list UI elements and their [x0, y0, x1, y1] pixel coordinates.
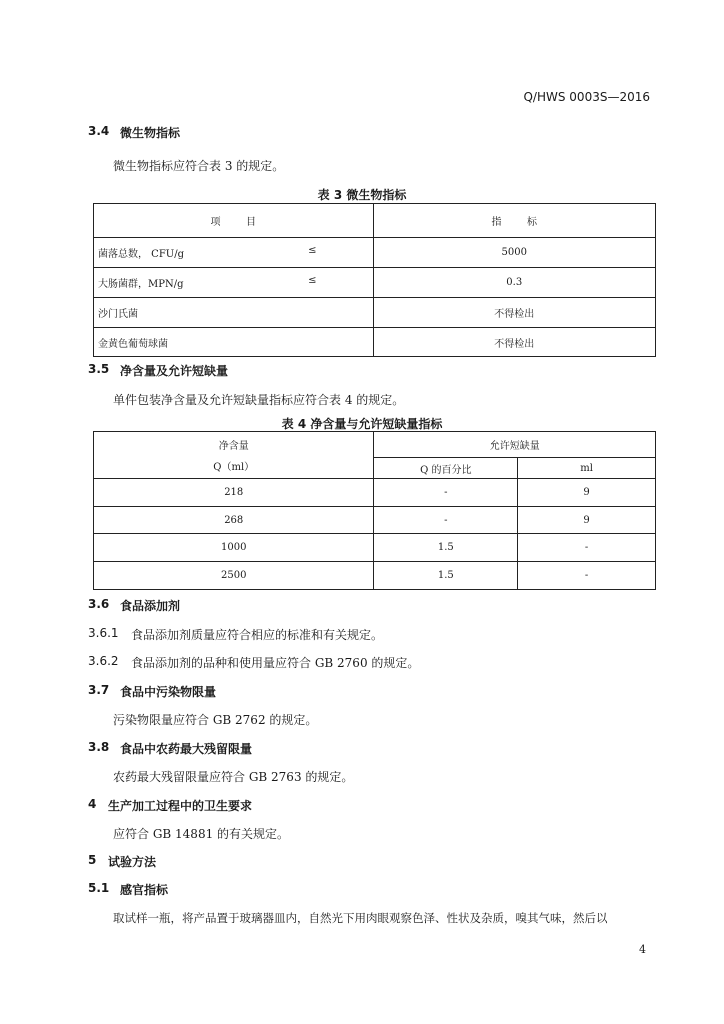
table-3-item: 菌落总数， CFU/g — [98, 249, 184, 260]
section-5-1-title: 感官指标 — [120, 883, 169, 897]
table-3-header-value: 指 标 — [373, 204, 655, 238]
section-4-title: 生产加工过程中的卫生要求 — [108, 799, 253, 813]
section-3-6-1-body: 食品添加剂质量应符合相应的标准和有关规定。 — [131, 628, 384, 642]
table-3-item: 大肠菌群，MPN/g — [98, 279, 184, 290]
table-row — [94, 479, 656, 507]
section-3-6-1-number: 3.6.1 — [88, 626, 119, 640]
table-4-header-allow: 允许短缺量 — [374, 432, 656, 458]
table-3-value: 0.3 — [373, 268, 655, 298]
section-3-5-title: 净含量及允许短缺量 — [120, 364, 229, 378]
table-3-value: 5000 — [373, 238, 655, 268]
page-number: 4 — [639, 943, 646, 956]
table-4-caption: 表 4 净含量与允许短缺量指标 — [281, 417, 443, 431]
table-3-item: 金黄色葡萄球菌 — [98, 338, 168, 350]
section-3-7-number: 3.7 — [88, 683, 110, 697]
table-4-header-pct: Q 的百分比 — [374, 458, 518, 479]
table-4-pct: 1.5 — [374, 562, 518, 590]
table-4-q: 2500 — [94, 562, 374, 590]
section-3-4-body: 微生物指标应符合表 3 的规定。 — [113, 159, 285, 173]
table-4-ml: - — [518, 562, 656, 590]
section-3-5-number: 3.5 — [88, 362, 110, 376]
section-3-8-number: 3.8 — [88, 740, 110, 754]
table-4-pct: - — [374, 479, 518, 507]
table-4-header-net-label: 净含量 — [218, 441, 249, 452]
table-4-header-net — [94, 432, 374, 479]
section-3-6-2-number: 3.6.2 — [88, 654, 119, 668]
section-4-body: 应符合 GB 14881 的有关规定。 — [113, 827, 290, 841]
section-5-number: 5 — [88, 853, 97, 867]
table-4-header-net-unit: Q（ml） — [213, 462, 255, 473]
table-4-q: 268 — [94, 507, 374, 534]
table-4-header-ml: ml — [518, 458, 656, 479]
table-4-q: 1000 — [94, 534, 374, 562]
table-3-header-item: 项 目 — [94, 204, 374, 238]
table-4-pct: 1.5 — [374, 534, 518, 562]
section-5-1-body: 取试样一瓶，将产品置于玻璃器皿内，自然光下用肉眼观察色泽、性状及杂质，嗅其气味，然后以 — [113, 911, 608, 925]
section-3-8-body: 农药最大残留限量应符合 GB 2763 的规定。 — [113, 770, 354, 784]
table-row — [94, 507, 656, 534]
table-4-ml: 9 — [518, 507, 656, 534]
document-number: Q/HWS 0003S—2016 — [523, 90, 650, 104]
table-4-pct: - — [374, 507, 518, 534]
table-4-q: 218 — [94, 479, 374, 507]
table-3-value: 不得检出 — [373, 298, 655, 328]
section-4-number: 4 — [88, 797, 97, 811]
table-3 — [93, 203, 656, 357]
section-5-title: 试验方法 — [108, 855, 157, 869]
table-3-value: 不得检出 — [373, 328, 655, 357]
table-row — [94, 238, 656, 268]
section-3-5-body: 单件包装净含量及允许短缺量指标应符合表 4 的规定。 — [113, 393, 405, 407]
table-4-ml: - — [518, 534, 656, 562]
table-3-caption: 表 3 微生物指标 — [317, 188, 407, 202]
table-row — [94, 328, 656, 357]
table-4-ml: 9 — [518, 479, 656, 507]
section-3-7-title: 食品中污染物限量 — [120, 685, 217, 699]
section-3-6-number: 3.6 — [88, 597, 110, 611]
table-row — [94, 562, 656, 590]
table-3-op: ≤ — [308, 245, 317, 256]
table-3-op: ≤ — [308, 275, 317, 286]
section-3-4-number: 3.4 — [88, 124, 110, 138]
section-3-6-2-body: 食品添加剂的品种和使用量应符合 GB 2760 的规定。 — [131, 656, 420, 670]
table-3-item: 沙门氏菌 — [98, 309, 138, 320]
table-row — [94, 268, 656, 298]
table-row — [94, 298, 656, 328]
table-row — [94, 534, 656, 562]
table-4 — [93, 431, 656, 590]
section-3-8-title: 食品中农药最大残留限量 — [120, 742, 253, 756]
section-3-7-body: 污染物限量应符合 GB 2762 的规定。 — [113, 713, 318, 727]
section-3-6-title: 食品添加剂 — [120, 599, 181, 613]
section-3-4-title: 微生物指标 — [120, 126, 181, 140]
section-5-1-number: 5.1 — [88, 881, 110, 895]
